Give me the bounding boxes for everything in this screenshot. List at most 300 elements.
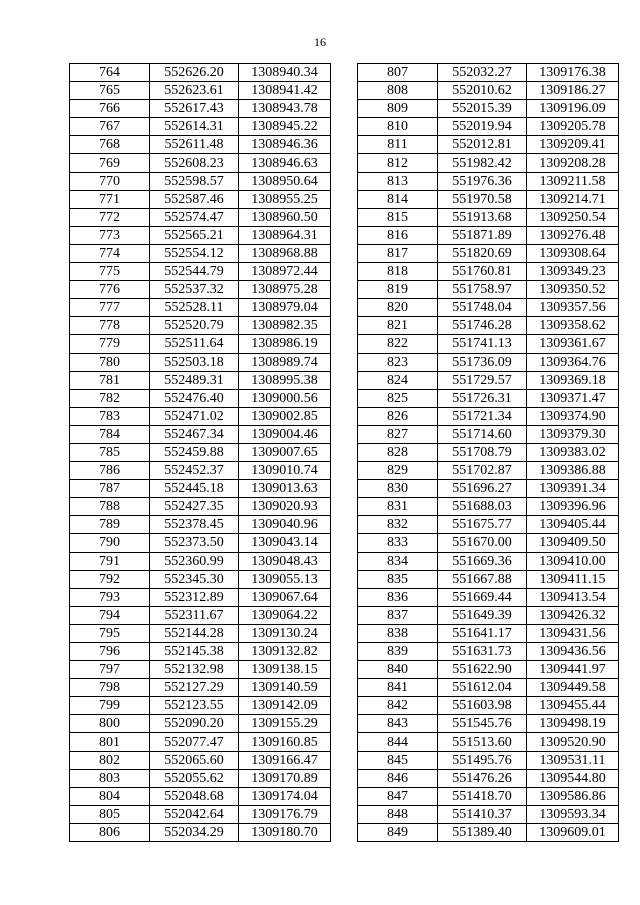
x-coordinate-cell: 552132.98 (150, 661, 239, 679)
table-row (358, 172, 619, 190)
y-coordinate-cell: 1308972.44 (239, 263, 331, 281)
point-number-cell: 819 (358, 281, 438, 299)
y-coordinate-cell: 1309396.96 (527, 498, 619, 516)
y-coordinate-cell: 1309209.41 (527, 136, 619, 154)
y-coordinate-cell: 1308995.38 (239, 371, 331, 389)
y-coordinate-cell: 1309350.52 (527, 281, 619, 299)
x-coordinate-cell: 551758.97 (438, 281, 527, 299)
y-coordinate-cell: 1308946.63 (239, 154, 331, 172)
x-coordinate-cell: 552144.28 (150, 624, 239, 642)
x-coordinate-cell: 552034.29 (150, 823, 239, 841)
y-coordinate-cell: 1309048.43 (239, 552, 331, 570)
table-row (70, 480, 331, 498)
table-row (358, 389, 619, 407)
y-coordinate-cell: 1309013.63 (239, 480, 331, 498)
y-coordinate-cell: 1309142.09 (239, 697, 331, 715)
y-coordinate-cell: 1309043.14 (239, 534, 331, 552)
point-number-cell: 765 (70, 82, 150, 100)
x-coordinate-cell: 551410.37 (438, 805, 527, 823)
point-number-cell: 833 (358, 534, 438, 552)
point-number-cell: 827 (358, 425, 438, 443)
point-number-cell: 843 (358, 715, 438, 733)
table-row (358, 769, 619, 787)
y-coordinate-cell: 1308945.22 (239, 118, 331, 136)
point-number-cell: 794 (70, 606, 150, 624)
table-row (358, 208, 619, 226)
point-number-cell: 816 (358, 226, 438, 244)
table-row (70, 371, 331, 389)
y-coordinate-cell: 1309379.30 (527, 425, 619, 443)
x-coordinate-cell: 552471.02 (150, 407, 239, 425)
x-coordinate-cell: 551603.98 (438, 697, 527, 715)
point-number-cell: 773 (70, 226, 150, 244)
x-coordinate-cell: 552614.31 (150, 118, 239, 136)
table-row (70, 389, 331, 407)
point-number-cell: 808 (358, 82, 438, 100)
table-row (70, 208, 331, 226)
x-coordinate-cell: 551641.17 (438, 624, 527, 642)
x-coordinate-cell: 552476.40 (150, 389, 239, 407)
y-coordinate-cell: 1308941.42 (239, 82, 331, 100)
point-number-cell: 797 (70, 661, 150, 679)
table-row (70, 317, 331, 335)
x-coordinate-cell: 551748.04 (438, 299, 527, 317)
point-number-cell: 771 (70, 190, 150, 208)
y-coordinate-cell: 1309364.76 (527, 353, 619, 371)
y-coordinate-cell: 1309386.88 (527, 462, 619, 480)
x-coordinate-cell: 551736.09 (438, 353, 527, 371)
x-coordinate-cell: 552360.99 (150, 552, 239, 570)
x-coordinate-cell: 552077.47 (150, 733, 239, 751)
x-coordinate-cell: 552065.60 (150, 751, 239, 769)
table-row (358, 733, 619, 751)
point-number-cell: 796 (70, 643, 150, 661)
x-coordinate-cell: 552489.31 (150, 371, 239, 389)
coordinates-table-right (357, 63, 619, 842)
x-coordinate-cell: 552623.61 (150, 82, 239, 100)
y-coordinate-cell: 1308960.50 (239, 208, 331, 226)
table-row (70, 281, 331, 299)
x-coordinate-cell: 552626.20 (150, 64, 239, 82)
y-coordinate-cell: 1309205.78 (527, 118, 619, 136)
y-coordinate-cell: 1309140.59 (239, 679, 331, 697)
y-coordinate-cell: 1308989.74 (239, 353, 331, 371)
y-coordinate-cell: 1309410.00 (527, 552, 619, 570)
point-number-cell: 832 (358, 516, 438, 534)
x-coordinate-cell: 552373.50 (150, 534, 239, 552)
table-row (358, 516, 619, 534)
table-row (70, 263, 331, 281)
y-coordinate-cell: 1308946.36 (239, 136, 331, 154)
point-number-cell: 795 (70, 624, 150, 642)
point-number-cell: 811 (358, 136, 438, 154)
x-coordinate-cell: 551746.28 (438, 317, 527, 335)
table-row (358, 263, 619, 281)
x-coordinate-cell: 551612.04 (438, 679, 527, 697)
table-row (70, 751, 331, 769)
x-coordinate-cell: 552617.43 (150, 100, 239, 118)
point-number-cell: 835 (358, 570, 438, 588)
point-number-cell: 805 (70, 805, 150, 823)
y-coordinate-cell: 1309413.54 (527, 588, 619, 606)
table-row (70, 661, 331, 679)
x-coordinate-cell: 552459.88 (150, 443, 239, 461)
y-coordinate-cell: 1309431.56 (527, 624, 619, 642)
x-coordinate-cell: 551760.81 (438, 263, 527, 281)
y-coordinate-cell: 1309436.56 (527, 643, 619, 661)
table-row (358, 100, 619, 118)
table-row (358, 787, 619, 805)
y-coordinate-cell: 1309498.19 (527, 715, 619, 733)
point-number-cell: 792 (70, 570, 150, 588)
point-number-cell: 846 (358, 769, 438, 787)
table-row (358, 588, 619, 606)
table-row (358, 643, 619, 661)
point-number-cell: 831 (358, 498, 438, 516)
point-number-cell: 788 (70, 498, 150, 516)
x-coordinate-cell: 551726.31 (438, 389, 527, 407)
table-row (358, 226, 619, 244)
table-row (70, 172, 331, 190)
table-row (358, 335, 619, 353)
x-coordinate-cell: 552467.34 (150, 425, 239, 443)
x-coordinate-cell: 552127.29 (150, 679, 239, 697)
table-row (70, 715, 331, 733)
point-number-cell: 822 (358, 335, 438, 353)
point-number-cell: 838 (358, 624, 438, 642)
y-coordinate-cell: 1309349.23 (527, 263, 619, 281)
y-coordinate-cell: 1309426.32 (527, 606, 619, 624)
y-coordinate-cell: 1309007.65 (239, 443, 331, 461)
point-number-cell: 779 (70, 335, 150, 353)
y-coordinate-cell: 1309411.15 (527, 570, 619, 588)
x-coordinate-cell: 551688.03 (438, 498, 527, 516)
y-coordinate-cell: 1309361.67 (527, 335, 619, 353)
x-coordinate-cell: 552544.79 (150, 263, 239, 281)
table-row (358, 480, 619, 498)
point-number-cell: 784 (70, 425, 150, 443)
table-row (70, 769, 331, 787)
table-row (358, 118, 619, 136)
y-coordinate-cell: 1309010.74 (239, 462, 331, 480)
point-number-cell: 782 (70, 389, 150, 407)
table-row (70, 697, 331, 715)
y-coordinate-cell: 1309002.85 (239, 407, 331, 425)
y-coordinate-cell: 1309391.34 (527, 480, 619, 498)
x-coordinate-cell: 551669.44 (438, 588, 527, 606)
x-coordinate-cell: 552048.68 (150, 787, 239, 805)
x-coordinate-cell: 552042.64 (150, 805, 239, 823)
table-row (70, 643, 331, 661)
y-coordinate-cell: 1309040.96 (239, 516, 331, 534)
point-number-cell: 768 (70, 136, 150, 154)
point-number-cell: 848 (358, 805, 438, 823)
x-coordinate-cell: 552427.35 (150, 498, 239, 516)
point-number-cell: 790 (70, 534, 150, 552)
table-row (358, 317, 619, 335)
table-row (358, 823, 619, 841)
x-coordinate-cell: 551513.60 (438, 733, 527, 751)
x-coordinate-cell: 551649.39 (438, 606, 527, 624)
table-row (358, 190, 619, 208)
x-coordinate-cell: 552520.79 (150, 317, 239, 335)
point-number-cell: 776 (70, 281, 150, 299)
point-number-cell: 830 (358, 480, 438, 498)
point-number-cell: 849 (358, 823, 438, 841)
y-coordinate-cell: 1309138.15 (239, 661, 331, 679)
y-coordinate-cell: 1309593.34 (527, 805, 619, 823)
x-coordinate-cell: 552503.18 (150, 353, 239, 371)
table-row (358, 407, 619, 425)
x-coordinate-cell: 551741.13 (438, 335, 527, 353)
y-coordinate-cell: 1309130.24 (239, 624, 331, 642)
y-coordinate-cell: 1309374.90 (527, 407, 619, 425)
y-coordinate-cell: 1309155.29 (239, 715, 331, 733)
y-coordinate-cell: 1309383.02 (527, 443, 619, 461)
x-coordinate-cell: 552537.32 (150, 281, 239, 299)
y-coordinate-cell: 1309276.48 (527, 226, 619, 244)
x-coordinate-cell: 551982.42 (438, 154, 527, 172)
table-row (70, 299, 331, 317)
point-number-cell: 842 (358, 697, 438, 715)
table-row (70, 805, 331, 823)
point-number-cell: 803 (70, 769, 150, 787)
y-coordinate-cell: 1309208.28 (527, 154, 619, 172)
table-row (70, 552, 331, 570)
x-coordinate-cell: 552445.18 (150, 480, 239, 498)
point-number-cell: 807 (358, 64, 438, 82)
x-coordinate-cell: 551729.57 (438, 371, 527, 389)
point-number-cell: 824 (358, 371, 438, 389)
x-coordinate-cell: 551389.40 (438, 823, 527, 841)
x-coordinate-cell: 551495.76 (438, 751, 527, 769)
point-number-cell: 793 (70, 588, 150, 606)
point-number-cell: 810 (358, 118, 438, 136)
table-row (70, 570, 331, 588)
point-number-cell: 837 (358, 606, 438, 624)
point-number-cell: 780 (70, 353, 150, 371)
y-coordinate-cell: 1309186.27 (527, 82, 619, 100)
table-row (70, 787, 331, 805)
x-coordinate-cell: 552608.23 (150, 154, 239, 172)
point-number-cell: 798 (70, 679, 150, 697)
table-row (70, 462, 331, 480)
point-number-cell: 791 (70, 552, 150, 570)
point-number-cell: 821 (358, 317, 438, 335)
y-coordinate-cell: 1309544.80 (527, 769, 619, 787)
point-number-cell: 806 (70, 823, 150, 841)
point-number-cell: 829 (358, 462, 438, 480)
y-coordinate-cell: 1309166.47 (239, 751, 331, 769)
table-row (70, 516, 331, 534)
coordinates-table-left (69, 63, 331, 842)
table-row (358, 661, 619, 679)
table-row (70, 226, 331, 244)
table-row (358, 552, 619, 570)
table-row (70, 136, 331, 154)
table-row (358, 679, 619, 697)
y-coordinate-cell: 1309176.38 (527, 64, 619, 82)
table-row (358, 606, 619, 624)
y-coordinate-cell: 1308986.19 (239, 335, 331, 353)
point-number-cell: 823 (358, 353, 438, 371)
y-coordinate-cell: 1308979.04 (239, 299, 331, 317)
x-coordinate-cell: 551670.00 (438, 534, 527, 552)
y-coordinate-cell: 1309211.58 (527, 172, 619, 190)
table-row (70, 823, 331, 841)
x-coordinate-cell: 552511.64 (150, 335, 239, 353)
x-coordinate-cell: 551976.36 (438, 172, 527, 190)
table-row (358, 82, 619, 100)
y-coordinate-cell: 1308940.34 (239, 64, 331, 82)
table-row (358, 299, 619, 317)
y-coordinate-cell: 1309449.58 (527, 679, 619, 697)
table-row (358, 498, 619, 516)
y-coordinate-cell: 1309586.86 (527, 787, 619, 805)
table-row (70, 154, 331, 172)
x-coordinate-cell: 552090.20 (150, 715, 239, 733)
y-coordinate-cell: 1309250.54 (527, 208, 619, 226)
y-coordinate-cell: 1309000.56 (239, 389, 331, 407)
y-coordinate-cell: 1309176.79 (239, 805, 331, 823)
point-number-cell: 841 (358, 679, 438, 697)
point-number-cell: 783 (70, 407, 150, 425)
x-coordinate-cell: 552345.30 (150, 570, 239, 588)
table-row (70, 588, 331, 606)
table-row (70, 606, 331, 624)
table-row (70, 624, 331, 642)
point-number-cell: 767 (70, 118, 150, 136)
point-number-cell: 799 (70, 697, 150, 715)
x-coordinate-cell: 551545.76 (438, 715, 527, 733)
point-number-cell: 781 (70, 371, 150, 389)
table-row (70, 64, 331, 82)
table-row (70, 353, 331, 371)
x-coordinate-cell: 551721.34 (438, 407, 527, 425)
point-number-cell: 801 (70, 733, 150, 751)
point-number-cell: 847 (358, 787, 438, 805)
table-row (70, 679, 331, 697)
point-number-cell: 814 (358, 190, 438, 208)
x-coordinate-cell: 552311.67 (150, 606, 239, 624)
x-coordinate-cell: 551970.58 (438, 190, 527, 208)
y-coordinate-cell: 1309405.44 (527, 516, 619, 534)
x-coordinate-cell: 552611.48 (150, 136, 239, 154)
y-coordinate-cell: 1309308.64 (527, 244, 619, 262)
table-row (70, 244, 331, 262)
y-coordinate-cell: 1309214.71 (527, 190, 619, 208)
point-number-cell: 786 (70, 462, 150, 480)
table-row (358, 624, 619, 642)
y-coordinate-cell: 1309196.09 (527, 100, 619, 118)
table-row (70, 498, 331, 516)
y-coordinate-cell: 1308968.88 (239, 244, 331, 262)
table-row (358, 805, 619, 823)
table-row (358, 281, 619, 299)
table-row (70, 190, 331, 208)
y-coordinate-cell: 1309020.93 (239, 498, 331, 516)
point-number-cell: 804 (70, 787, 150, 805)
table-row (358, 371, 619, 389)
y-coordinate-cell: 1309358.62 (527, 317, 619, 335)
point-number-cell: 802 (70, 751, 150, 769)
point-number-cell: 844 (358, 733, 438, 751)
x-coordinate-cell: 552032.27 (438, 64, 527, 82)
x-coordinate-cell: 551871.89 (438, 226, 527, 244)
y-coordinate-cell: 1309409.50 (527, 534, 619, 552)
x-coordinate-cell: 552010.62 (438, 82, 527, 100)
table-row (358, 751, 619, 769)
table-row (358, 715, 619, 733)
x-coordinate-cell: 551418.70 (438, 787, 527, 805)
y-coordinate-cell: 1309132.82 (239, 643, 331, 661)
point-number-cell: 820 (358, 299, 438, 317)
y-coordinate-cell: 1309004.46 (239, 425, 331, 443)
table-row (70, 534, 331, 552)
y-coordinate-cell: 1309441.97 (527, 661, 619, 679)
point-number-cell: 764 (70, 64, 150, 82)
point-number-cell: 826 (358, 407, 438, 425)
table-row (70, 407, 331, 425)
x-coordinate-cell: 552123.55 (150, 697, 239, 715)
point-number-cell: 774 (70, 244, 150, 262)
x-coordinate-cell: 551667.88 (438, 570, 527, 588)
table-row (70, 425, 331, 443)
x-coordinate-cell: 552528.11 (150, 299, 239, 317)
x-coordinate-cell: 551702.87 (438, 462, 527, 480)
point-number-cell: 817 (358, 244, 438, 262)
table-row (70, 443, 331, 461)
y-coordinate-cell: 1308975.28 (239, 281, 331, 299)
point-number-cell: 845 (358, 751, 438, 769)
table-row (70, 82, 331, 100)
table-row (358, 534, 619, 552)
point-number-cell: 777 (70, 299, 150, 317)
point-number-cell: 800 (70, 715, 150, 733)
point-number-cell: 785 (70, 443, 150, 461)
x-coordinate-cell: 552565.21 (150, 226, 239, 244)
y-coordinate-cell: 1309531.11 (527, 751, 619, 769)
table-row (358, 64, 619, 82)
table-row (358, 425, 619, 443)
y-coordinate-cell: 1309371.47 (527, 389, 619, 407)
x-coordinate-cell: 552012.81 (438, 136, 527, 154)
x-coordinate-cell: 552587.46 (150, 190, 239, 208)
table-row (358, 570, 619, 588)
table-row (358, 353, 619, 371)
x-coordinate-cell: 551714.60 (438, 425, 527, 443)
page-number: 16 (314, 35, 326, 49)
x-coordinate-cell: 552574.47 (150, 208, 239, 226)
point-number-cell: 787 (70, 480, 150, 498)
y-coordinate-cell: 1309455.44 (527, 697, 619, 715)
x-coordinate-cell: 552554.12 (150, 244, 239, 262)
point-number-cell: 839 (358, 643, 438, 661)
table-row (358, 154, 619, 172)
point-number-cell: 818 (358, 263, 438, 281)
point-number-cell: 772 (70, 208, 150, 226)
y-coordinate-cell: 1308964.31 (239, 226, 331, 244)
y-coordinate-cell: 1309180.70 (239, 823, 331, 841)
x-coordinate-cell: 551669.36 (438, 552, 527, 570)
point-number-cell: 840 (358, 661, 438, 679)
y-coordinate-cell: 1309520.90 (527, 733, 619, 751)
table-row (70, 733, 331, 751)
point-number-cell: 775 (70, 263, 150, 281)
x-coordinate-cell: 551476.26 (438, 769, 527, 787)
x-coordinate-cell: 551913.68 (438, 208, 527, 226)
point-number-cell: 825 (358, 389, 438, 407)
